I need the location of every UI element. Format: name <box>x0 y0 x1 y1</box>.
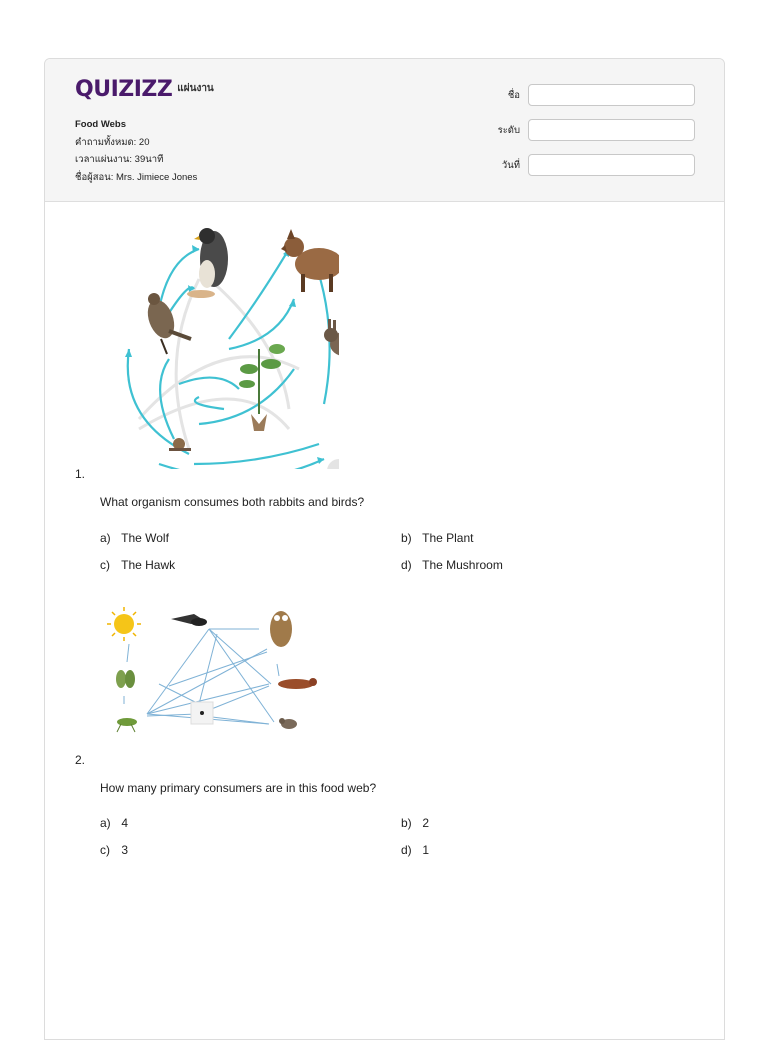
rabbit-icon <box>324 319 339 356</box>
option-letter: d) <box>401 558 412 572</box>
option-b[interactable] <box>401 531 474 545</box>
option-text: 2 <box>422 816 430 830</box>
mushroom-icon <box>326 459 339 469</box>
grade-label: ระดับ <box>497 124 520 136</box>
worksheet-time: เวลาแผ่นงาน: 39นาที <box>75 154 164 165</box>
option-a[interactable] <box>100 816 128 830</box>
grade-field-row <box>498 119 695 141</box>
question-text: What organism consumes both rabbits and birds? <box>100 495 365 509</box>
quizizz-logo: QUIZIZZ <box>75 77 173 102</box>
option-letter: a) <box>100 816 111 830</box>
question-number: 2. <box>75 753 86 767</box>
owl-icon <box>270 611 292 647</box>
weasel-icon <box>278 678 317 689</box>
total-questions: คำถามทั้งหมด: 20 <box>75 136 150 148</box>
mouse-icon <box>279 718 297 729</box>
option-text: 1 <box>422 843 430 857</box>
option-letter: a) <box>100 531 111 545</box>
date-field[interactable] <box>528 154 695 176</box>
option-c[interactable] <box>100 558 175 572</box>
worksheet-header <box>45 59 724 202</box>
brand <box>75 79 214 101</box>
name-field[interactable] <box>528 84 695 106</box>
option-letter: b) <box>401 531 412 545</box>
option-d[interactable] <box>401 843 429 857</box>
option-c[interactable] <box>100 843 128 857</box>
option-b[interactable] <box>401 816 429 830</box>
date-label: วันที่ <box>501 159 520 171</box>
eagle-icon <box>171 614 207 626</box>
name-label: ชื่อ <box>507 89 520 101</box>
grade-field[interactable] <box>528 119 695 141</box>
option-letter: c) <box>100 843 110 857</box>
sun-icon <box>107 607 141 641</box>
worksheet-meta <box>75 116 197 186</box>
option-text: The Plant <box>422 531 474 545</box>
question-number: 1. <box>75 467 86 481</box>
worksheet-label: แผ่นงาน <box>177 83 214 94</box>
option-text: The Mushroom <box>422 558 503 572</box>
option-text: 4 <box>121 816 129 830</box>
option-text: The Wolf <box>121 531 169 545</box>
teacher-name: ชื่อผู้สอน: Mrs. Jimiece Jones <box>75 171 198 183</box>
spider-icon <box>191 702 213 724</box>
food-web-diagram-1 <box>99 219 339 469</box>
worksheet <box>44 58 725 1040</box>
plant-small-icon <box>116 670 135 688</box>
option-text: 3 <box>121 843 129 857</box>
option-letter: b) <box>401 816 412 830</box>
option-letter: c) <box>100 558 110 572</box>
date-field-row <box>498 154 695 176</box>
fox-icon <box>281 229 339 292</box>
name-field-row <box>498 84 695 106</box>
grasshopper-icon <box>117 718 137 732</box>
option-d[interactable] <box>401 558 503 572</box>
question-text: How many primary consumers are in this food web? <box>100 781 377 795</box>
food-web-diagram-2 <box>99 604 339 749</box>
worksheet-title: Food Webs <box>75 119 127 130</box>
option-text: The Hawk <box>121 558 176 572</box>
option-letter: d) <box>401 843 412 857</box>
option-a[interactable] <box>100 531 169 545</box>
student-fields <box>498 84 695 189</box>
